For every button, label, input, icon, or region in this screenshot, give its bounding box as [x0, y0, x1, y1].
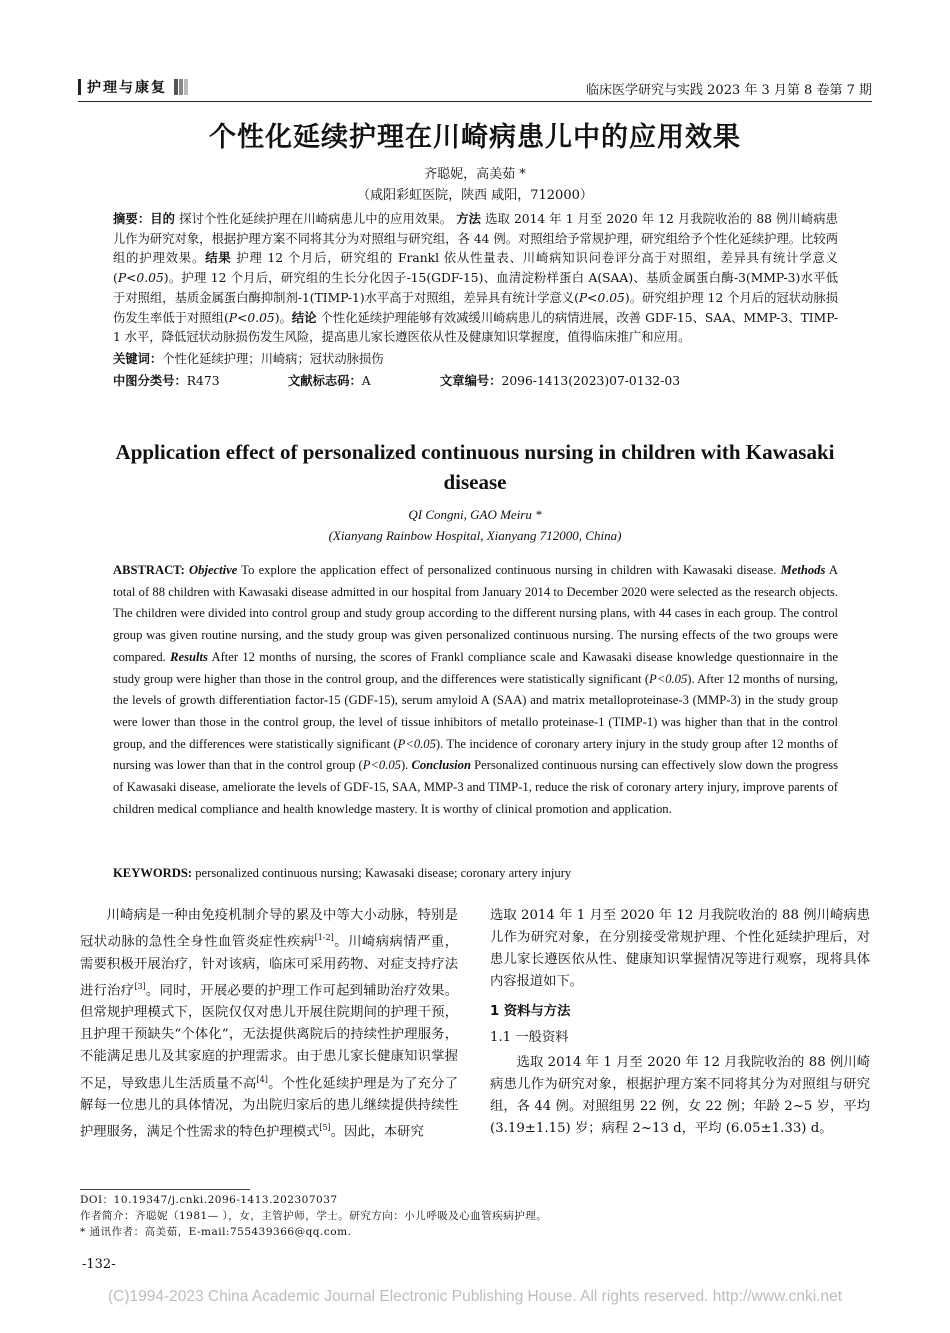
general-info-paragraph: 选取 2014 年 1 月至 2020 年 12 月我院收治的 88 例川崎病患儿作为研究对象，根据护理方案不同将其分为对照组与研究组，各 44 例。对照组男 22 例，女 22 例；年龄 2~5 岁，平均 (3.19±1.15) 岁；病程 2~13 d，平均 (6.05±1.33) d。	[490, 1054, 870, 1136]
intro-text-1: 川崎病是一种由免疫机制介导的累及中等大小动脉，特别是冠状动脉的急性全身性血管炎症性疾病	[80, 908, 458, 950]
p-value-en-3: P<0.05	[362, 758, 401, 773]
section-heading-1: 1 资料与方法	[490, 1004, 571, 1020]
authors-en: QI Congni, GAO Meiru *	[408, 507, 542, 522]
doc-label: 文献标志码：	[288, 374, 362, 388]
results-zh-1: 护理 12 个月后，研究组的 Frankl 依从性量表、川崎病知识问卷评分高于对照组，差异具有统计学意义(	[113, 251, 838, 286]
citation-ref: [5]	[319, 1123, 331, 1133]
results-zh-2: )。护理 12 个月后，研究组的生长分化因子-15(GDF-15)、血清淀粉样蛋白 A(SAA)、基质金属蛋白酶-3(MMP-3)水平低于对照组，基质金属蛋白酶抑制剂-1(TIMP-1)水平高于对照组，差异具有统计学意义(	[113, 271, 838, 305]
keywords-en	[113, 866, 838, 881]
article-value: 2096-1413(2023)07-0132-03	[501, 374, 681, 388]
section-tag-label: 护理与康复	[87, 80, 167, 96]
section-tag	[78, 77, 188, 97]
methods-en: A total of 88 children with Kawasaki disease admitted in our hospital from January 2014 to December 2020 were selected as the research objects. The children were divided into control group and study group according to the different nursing plans, with 44 cases in each group. The control group was given routine nursing, and the study group was given personalized continuous nursing. The nursing effects of the two groups were compared.	[113, 563, 838, 664]
section-bar-decoration	[78, 79, 81, 95]
authors-zh: 齐聪妮，高美茹 *	[424, 167, 526, 182]
citation-ref: [3]	[134, 981, 146, 991]
keywords-zh-value: 个性化延续护理；川崎病；冠状动脉损伤	[162, 352, 384, 366]
results-label-zh: 结果	[205, 251, 232, 266]
body-right-column	[490, 905, 870, 1140]
page-number: -132-	[82, 1257, 116, 1272]
clc-label: 中图分类号：	[113, 374, 187, 388]
p-value-en-2: P<0.05	[397, 736, 436, 751]
methods-label-en: Methods	[780, 563, 826, 577]
results-en-2: ). After 12 months of nursing, the levels of growth differentiation factor-15 (GDF-15), serum amyloid A (SAA) and matrix metalloproteinase-3 (MMP-3) in the study group were lower than those in the control group, the level of tissue inhibitors of metallo proteinase-1 (TIMP-1) was higher than that in the control group, and the differences were statistically significant (	[113, 671, 839, 751]
doc-value: A	[361, 374, 371, 388]
footnote-rule	[80, 1189, 250, 1190]
author-bio: 作者简介：齐聪妮（1981— ），女，主管护师，学士。研究方向：小儿呼吸及心血管疾病护理。	[80, 1210, 548, 1222]
abstract-en-label: ABSTRACT:	[113, 563, 185, 577]
keywords-zh	[113, 349, 838, 367]
section-heading-1-1: 1.1 一般资料	[490, 1030, 569, 1046]
keywords-en-value: personalized continuous nursing; Kawasaki disease; coronary artery injury	[195, 866, 572, 880]
affiliation-zh: （咸阳彩虹医院，陕西 咸阳，712000）	[357, 188, 593, 203]
methods-zh: 选取 2014 年 1 月至 2020 年 12 月我院收治的 88 例川崎病患儿作为研究对象，根据护理方案不同将其分为对照组与研究组，各 44 例。对照组给予常规护理，研究组给予个性化延续护理。比较两组的护理效果。	[113, 212, 838, 266]
results-en-1: After 12 months of nursing, the scores of Frankl compliance scale and Kawasaki disease knowledge questionnaire in the study group were higher than those in the control group, and the differences were statistically significant (	[113, 649, 838, 686]
clc-value: R473	[186, 374, 220, 388]
objective-label-en: Objective	[189, 563, 238, 577]
conclusion-label-zh: 结论	[291, 310, 317, 325]
results-label-en: Results	[170, 649, 208, 664]
body-left-column	[80, 905, 458, 1144]
keywords-en-label: KEYWORDS:	[113, 866, 193, 880]
affiliation-en: (Xianyang Rainbow Hospital, Xianyang 712000, China)	[328, 528, 622, 543]
abstract-zh	[113, 210, 838, 348]
intro-text-5: 。因此，本研究	[330, 1124, 424, 1140]
intro-paragraph	[80, 905, 458, 1144]
article-label: 文章编号：	[440, 374, 502, 388]
doi: DOI：10.19347/j.cnki.2096-1413.202307037	[80, 1194, 338, 1206]
objective-en: To explore the application effect of personalized continuous nursing in children with Kawasaki disease.	[241, 563, 777, 577]
results-en-3: ). The incidence of coronary artery injury in the study group after 12 months of nursing was lower than that in the control group (	[113, 736, 838, 773]
objective-zh: 探讨个性化延续护理在川崎病患儿中的应用效果。	[179, 212, 453, 226]
copyright-watermark: (C)1994-2023 China Academic Journal Electronic Publishing House. All rights reserved. http://www.cnki.net	[107, 1288, 843, 1305]
intro-text-4: 。个性化延续护理是为了充分了解每一位患儿的具体情况，为出院归家后的患儿继续提供持续性护理服务，满足个性需求的特色护理模式	[80, 1075, 459, 1140]
p-value-zh-2: P<0.05	[578, 290, 625, 305]
clc-code	[113, 371, 220, 389]
results-zh-3: )。研究组护理 12 个月后的冠状动脉损伤发生率低于对照组(	[113, 290, 839, 325]
section-blocks-decoration	[173, 79, 188, 95]
citation-ref: [4]	[256, 1074, 268, 1084]
journal-info: 临床医学研究与实践 2023 年 3 月第 8 卷第 7 期	[586, 83, 872, 98]
results-en-4: ).	[400, 758, 409, 773]
page-title-en: Application effect of personalized continuous nursing in children with Kawasaki disease	[115, 440, 835, 494]
p-value-en-1: P<0.05	[649, 671, 688, 686]
p-value-zh-3: P<0.05	[228, 310, 275, 325]
results-zh-4: )。	[274, 310, 292, 325]
citation-ref: [1-2]	[314, 933, 334, 943]
header-rule	[78, 101, 872, 102]
conclusion-en: Personalized continuous nursing can effectively slow down the progress of Kawasaki disease, ameliorate the levels of GDF-15, SAA, MMP-3 and TIMP-1, reduce the risk of coronary artery injury, improve parents of children medical compliance and health knowledge mastery. It is worthy of clinical promotion and application.	[113, 758, 838, 816]
footnotes	[80, 1192, 547, 1240]
conclusion-zh: 个性化延续护理能够有效减缓川崎病患儿的病情进展，改善 GDF-15、SAA、MMP-3、TIMP-1 水平，降低冠状动脉损伤发生风险，提高患儿家长遵医依从性及健康知识掌握度，值得临床推广和应用。	[113, 310, 838, 345]
abstract-en	[113, 560, 838, 820]
keywords-zh-label: 关键词：	[113, 352, 163, 366]
intro-continuation: 选取 2014 年 1 月至 2020 年 12 月我院收治的 88 例川崎病患儿作为研究对象，在分别接受常规护理、个性化延续护理后，对患儿家长遵医依从性、健康知识掌握情况等进行观察，现将具体内容报道如下。	[490, 908, 870, 990]
corresponding-author: * 通讯作者：高美茹，E-mail:755439366@qq.com.	[80, 1226, 352, 1238]
article-number	[440, 371, 680, 389]
intro-text-2: 。川崎病病情严重，需要积极开展治疗，针对该病，临床可采用药物、对症支持疗法进行治疗	[80, 934, 459, 999]
abstract-zh-label: 摘要：	[113, 212, 151, 226]
page-title-zh: 个性化延续护理在川崎病患儿中的应用效果	[209, 122, 741, 153]
methods-label-zh: 方法	[456, 212, 482, 226]
objective-label-zh: 目的	[150, 212, 176, 226]
p-value-zh-1: P<0.05	[117, 271, 164, 286]
doc-code	[288, 371, 371, 389]
conclusion-label-en: Conclusion	[411, 758, 471, 773]
intro-text-3: 。同时，开展必要的护理工作可起到辅助治疗效果。但常规护理模式下，医院仅仅对患儿开展住院期间的护理干预，且护理干预缺失“个体化”，无法提供离院后的持续性护理服务，不能满足患儿及其家庭的护理需求。由于患儿家长健康知识掌握不足，导致患儿生活质量不高	[80, 983, 459, 1091]
